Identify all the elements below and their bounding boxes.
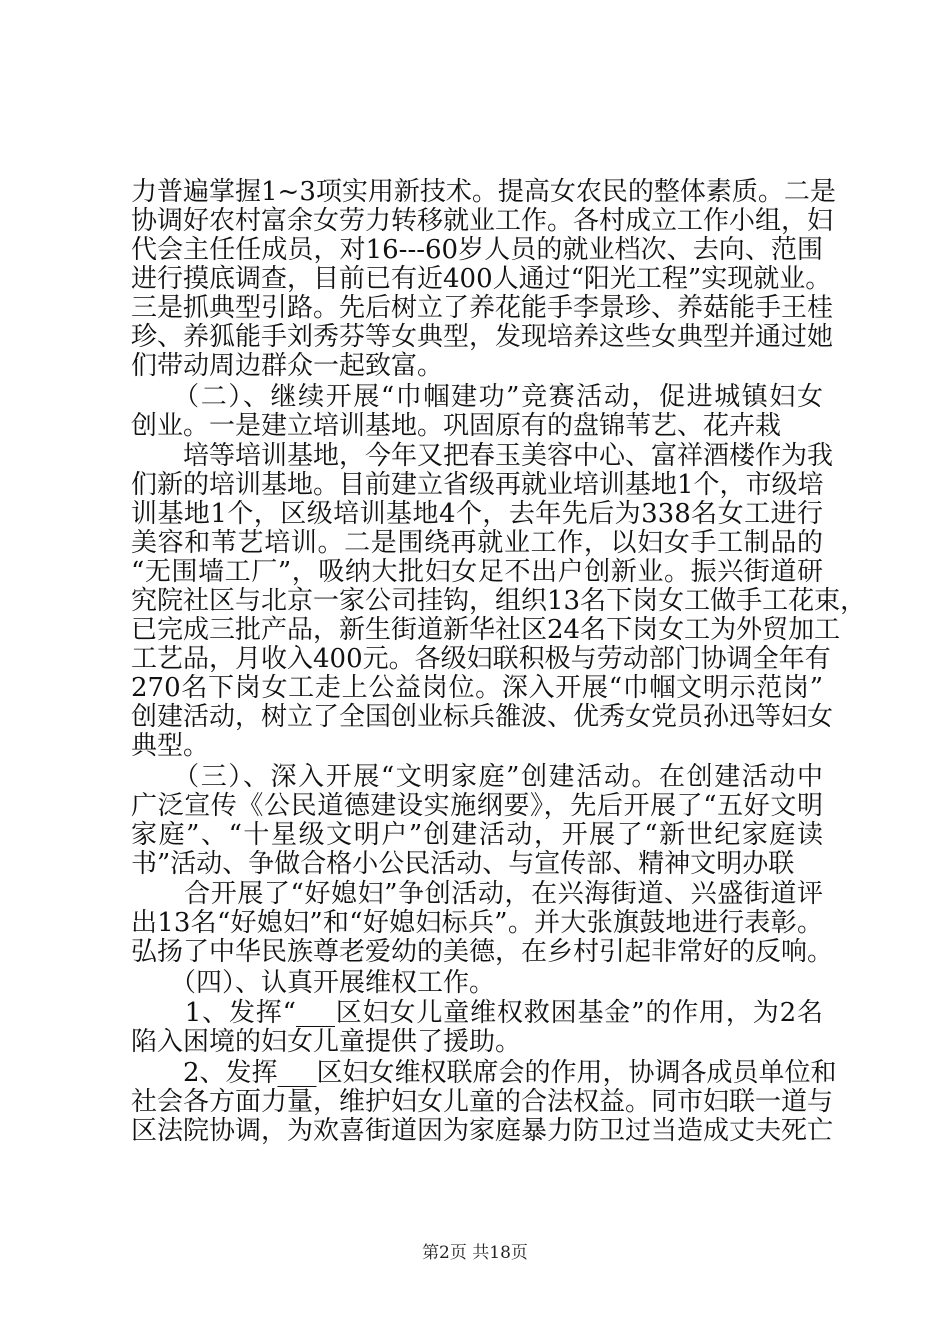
paragraph [131, 177, 836, 381]
text-line: 珍、养狐能手刘秀芬等女典型，发现培养这些女典型并通过她 [131, 322, 834, 352]
text-line: 家庭”、“十星级文明户”创建活动，开展了“新世纪家庭读 [131, 819, 823, 850]
text-line: 训基地1个，区级培训基地4个，去年先后为338名女工进行 [131, 499, 823, 529]
text-line: 社会各方面力量，维护妇女儿童的合法权益。同市妇联一道与 [131, 1086, 834, 1117]
paragraph [131, 969, 823, 998]
text-line: 典型。 [131, 731, 210, 761]
document-body [131, 177, 867, 1146]
text-line: 弘扬了中华民族尊老爱幼的美德，在乡村引起非常好的反响。 [131, 937, 834, 967]
text-line: （二）、继续开展“巾帼建功”竞赛活动，促进城镇妇女 [131, 381, 823, 412]
text-line: 创建活动，树立了全国创业标兵雒波、优秀女党员孙迅等妇女 [131, 702, 834, 732]
text-line: 创业。一是建立培训基地。巩固原有的盘锦苇艺、花卉栽 [131, 410, 782, 441]
text-line: 代会主任任成员，对16---60岁人员的就业档次、去向、范围 [131, 235, 823, 265]
text-line: 陷入困境的妇女儿童提供了援助。 [131, 1027, 522, 1057]
text-line: 工艺品，月收入400元。各级妇联积极与劳动部门协调全年有 [131, 644, 831, 674]
text-line: 区法院协调，为欢喜街道因为家庭暴力防卫过当造成丈夫死亡 [131, 1115, 834, 1146]
text-line: 美容和苇艺培训。二是围绕再就业工作，以妇女手工制品的 [131, 528, 823, 558]
paragraph [131, 383, 823, 441]
text-line: 书”活动、争做合格小公民活动、与宣传部、精神文明办联 [131, 848, 795, 879]
text-line: 270名下岗女工走上公益岗位。深入开展“巾帼文明示范岗” [131, 673, 823, 703]
text-line: 2、发挥___区妇女维权联席会的作用，协调各成员单位和 [131, 1057, 837, 1088]
text-line: （三）、深入开展“文明家庭”创建活动。在创建活动中 [131, 761, 823, 792]
text-line: 究院社区与北京一家公司挂钩，组织13名下岗女工做手工花束， [131, 586, 867, 616]
paragraph [131, 879, 834, 967]
text-line: 1、发挥“___区妇女儿童维权救困基金”的作用，为2名 [131, 998, 823, 1028]
paragraph [131, 763, 823, 879]
text-line: （四）、认真开展维权工作。 [131, 967, 496, 998]
text-line: 出13名“好媳妇”和“好媳妇标兵”。并大张旗鼓地进行表彰。 [131, 908, 823, 938]
text-line: 们带动周边群众一起致富。 [131, 351, 444, 381]
text-line: 培等培训基地，今年又把春玉美容中心、富祥酒楼作为我 [131, 441, 834, 471]
text-line: 合开展了“好媳妇”争创活动，在兴海街道、兴盛街道评 [131, 879, 823, 909]
paragraph [131, 441, 867, 761]
text-line: 三是抓典型引路。先后树立了养花能手李景珍、养菇能手王桂 [131, 293, 834, 323]
text-line: “无围墙工厂”，吸纳大批妇女足不出户创新业。振兴街道研 [131, 557, 823, 587]
text-line: 进行摸底调查，目前已有近400人通过“阳光工程”实现就业。 [131, 264, 832, 294]
page-footer: 第2页 共18页 [422, 1243, 528, 1263]
text-line: 力普遍掌握1~3项实用新技术。提高女农民的整体素质。二是 [131, 177, 836, 207]
text-line: 们新的培训基地。目前建立省级再就业培训基地1个，市级培 [131, 470, 824, 500]
text-line: 广泛宣传《公民道德建设实施纲要》，先后开展了“五好文明 [131, 790, 823, 821]
paragraph [131, 999, 823, 1057]
text-line: 已完成三批产品，新生街道新华社区24名下岗女工为外贸加工 [131, 615, 841, 645]
text-line: 协调好农村富余女劳力转移就业工作。各村成立工作小组，妇 [131, 206, 834, 236]
paragraph [131, 1057, 837, 1146]
